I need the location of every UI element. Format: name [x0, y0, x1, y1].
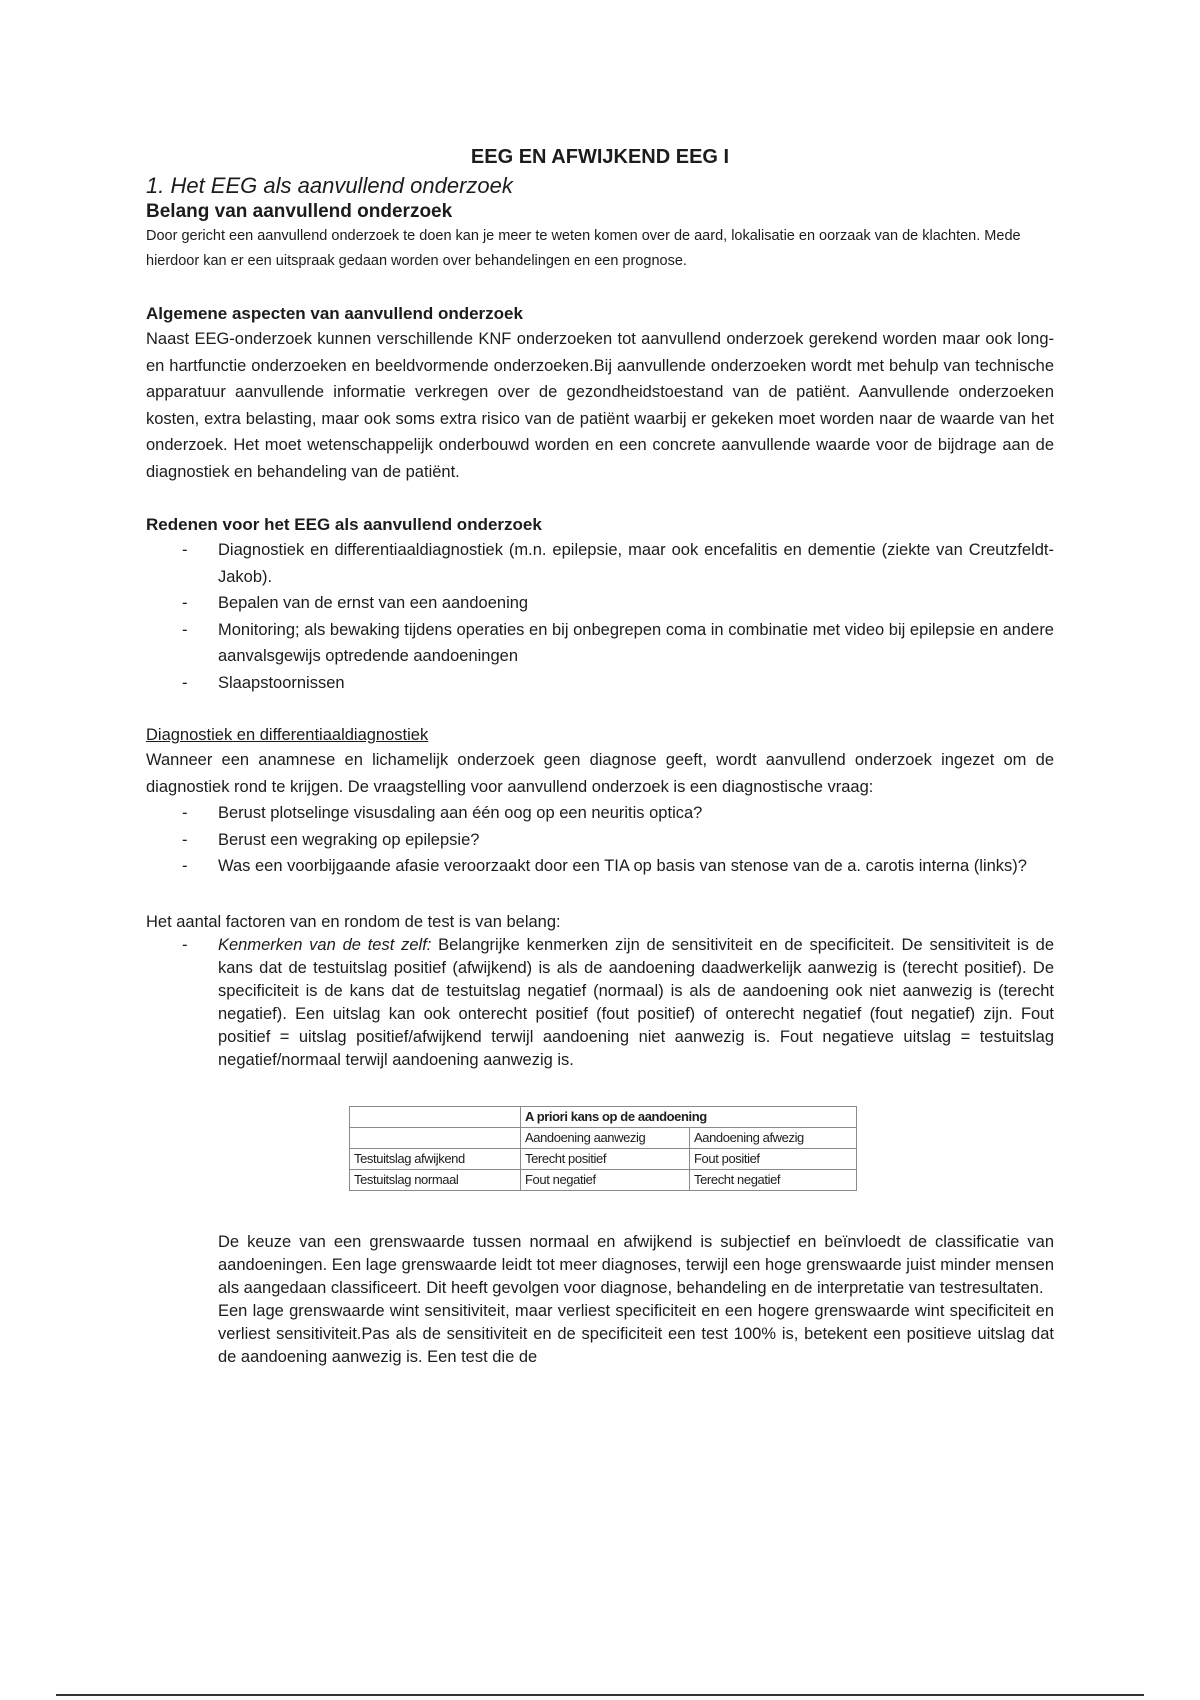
list-item: - Berust een wegraking op epilepsie?	[146, 827, 1054, 854]
grenswaarde-paragraph-2: Een lage grenswaarde wint sensitiviteit, maar verliest specificiteit en een hogere grenswaarde wint specificiteit en verliest sensitiviteit.Pas als de sensitiviteit en de specificiteit een test 100% is, betekent een positieve uitslag dat de aandoening aanwezig is. Een test die de	[218, 1301, 1054, 1366]
factor-text: Belangrijke kenmerken zijn de sensitiviteit en de specificiteit. De sensitiviteit is de kans dat de testuitslag positief (afwijkend) is als de aandoening daadwerkelijk aanwezig is (terecht positief). De specificiteit is de kans dat de testuitslag negatief (normaal) is als de aandoening ook niet aanwezig is (terecht negatief). Een uitslag kan ook onterecht positief (fout positief) of onterecht negatief (fout negatief) zijn. Fout positief = uitslag positief/afwijkend terwijl aandoening niet aanwezig is. Fout negatieve uitslag = testuitslag negatief/normaal terwijl aandoening aanwezig is.	[218, 935, 1054, 1069]
algemene-text: Naast EEG-onderzoek kunnen verschillende KNF onderzoeken tot aanvullend onderzoek gerekend worden maar ook long- en hartfunctie onderzoeken en beeldvormende onderzoeken.Bij aanvullende onderzoeken wordt met behulp van technische apparatuur aanvullende informatie verkregen over de gezondheidstoestand van de patiënt. Aanvullende onderzoeken kosten, extra belasting, maar ook soms extra risico van de patiënt waarbij er gekeken moet worden naar de waarde van het onderzoek. Het moet wetenschappelijk onderbouwd worden en een concrete aanvullende waarde voor de bijdrage aan de diagnostiek en behandeling van de patiënt.	[146, 330, 1054, 481]
list-item	[146, 934, 1054, 1072]
list-item: - Was een voorbijgaande afasie veroorzaakt door een TIA op basis van stenose van de a. carotis interna (links)?	[146, 853, 1054, 880]
outcome-table	[349, 1106, 857, 1191]
table-row	[350, 1148, 857, 1169]
list-item: - Bepalen van de ernst van een aandoening	[146, 590, 1054, 617]
list-item: - Diagnostiek en differentiaaldiagnostiek (m.n. epilepsie, maar ook encefalitis en dementie (ziekte van Creutzfeldt-Jakob).	[146, 537, 1054, 590]
diagnostiek-heading: Diagnostiek en differentiaaldiagnostiek	[146, 726, 429, 744]
redenen-heading: Redenen voor het EEG als aanvullend onderzoek	[146, 515, 542, 534]
belang-heading: Belang van aanvullend onderzoek	[146, 201, 453, 222]
diagnostiek-list	[146, 800, 1054, 880]
list-item: - Monitoring; als bewaking tijdens operaties en bij onbegrepen coma in combinatie met video bij epilepsie en andere aanvalsgewijs optredende aandoeningen	[146, 617, 1054, 670]
table-header: A priori kans op de aandoening	[521, 1106, 857, 1127]
document-title: EEG EN AFWIJKEND EEG I	[470, 146, 730, 168]
document-page	[146, 146, 1054, 1369]
grenswaarde-paragraph-1: De keuze van een grenswaarde tussen normaal en afwijkend is subjectief en beïnvloedt de classificatie van aandoeningen. Een lage grenswaarde leidt tot meer diagnoses, terwijl een hoge grenswaarde juist minder mensen als aangedaan classificeert. Dit heeft gevolgen voor diagnose, behandeling en de interpretatie van testresultaten.	[218, 1232, 1054, 1297]
row-label: Testuitslag afwijkend	[350, 1148, 521, 1169]
table-cell: Fout negatief	[521, 1169, 690, 1190]
row-label: Testuitslag normaal	[350, 1169, 521, 1190]
redenen-list	[146, 537, 1054, 696]
column-header: Aandoening aanwezig	[521, 1127, 690, 1148]
list-item: - Slaapstoornissen	[146, 670, 1054, 697]
list-item: - Berust plotselinge visusdaling aan één oog op een neuritis optica?	[146, 800, 1054, 827]
table-empty-cell	[350, 1127, 521, 1148]
page-bottom-rule	[56, 1694, 1144, 1696]
table-row	[350, 1169, 857, 1190]
section-heading: 1. Het EEG als aanvullend onderzoek	[146, 173, 513, 198]
algemene-heading: Algemene aspecten van aanvullend onderzoek	[146, 304, 523, 323]
table-cell: Terecht negatief	[690, 1169, 857, 1190]
column-header: Aandoening afwezig	[690, 1127, 857, 1148]
table-empty-cell	[350, 1106, 521, 1127]
table-cell: Fout positief	[690, 1148, 857, 1169]
diagnostiek-text: Wanneer een anamnese en lichamelijk onderzoek geen diagnose geeft, wordt aanvullend onderzoek ingezet om de diagnostiek rond te krijgen. De vraagstelling voor aanvullend onderzoek is een diagnostische vraag:	[146, 751, 1054, 796]
factor-label: Kenmerken van de test zelf:	[218, 935, 432, 954]
belang-text: Door gericht een aanvullend onderzoek te doen kan je meer te weten komen over de aard, lokalisatie en oorzaak van de klachten. Mede hierdoor kan er een uitspraak gedaan worden over behandelingen en een prognose.	[146, 228, 1021, 269]
factoren-list	[146, 934, 1054, 1072]
factoren-intro: Het aantal factoren van en rondom de test is van belang:	[146, 912, 561, 931]
table-cell: Terecht positief	[521, 1148, 690, 1169]
